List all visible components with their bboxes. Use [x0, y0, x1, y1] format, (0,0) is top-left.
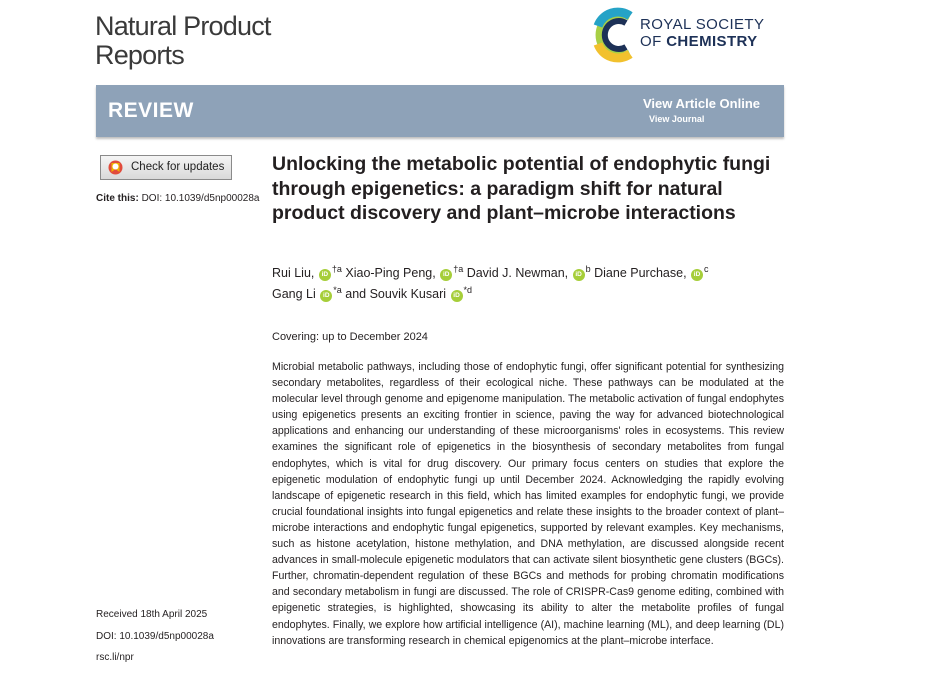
author-name[interactable]: Diane Purchase, — [594, 266, 687, 280]
check-for-updates-label: Check for updates — [131, 161, 225, 173]
orcid-icon[interactable]: iD — [451, 290, 463, 302]
crossmark-icon — [108, 160, 123, 175]
publisher-name-line2 — [640, 33, 764, 50]
publisher-name-line1: ROYAL SOCIETY — [640, 16, 765, 33]
author-affiliation: *a — [333, 285, 342, 295]
author-affiliation: b — [585, 264, 591, 274]
cite-this — [96, 193, 259, 204]
article-title: Unlocking the metabolic potential of endophytic fungi through epigenetics: a paradigm shift for natural product discovery and plant–microbe interactions — [272, 153, 771, 224]
publisher-name-bold: CHEMISTRY — [666, 33, 758, 50]
rsc-logo-icon — [590, 6, 638, 64]
author-name[interactable]: Xiao-Ping Peng, — [345, 266, 436, 280]
publisher-name — [640, 16, 764, 50]
view-article-online-link[interactable]: View Article Online — [642, 96, 760, 111]
publisher-logo — [590, 4, 790, 66]
author-name[interactable]: Rui Liu, — [272, 266, 315, 280]
article-banner — [96, 85, 784, 137]
author-affiliation: c — [704, 264, 709, 274]
author-name[interactable]: David J. Newman, — [466, 266, 569, 280]
received-date: Received 18th April 2025 — [96, 609, 208, 620]
abstract-text: Microbial metabolic pathways, including those of endophytic fungi, offer significant potential for synthesizing secondary metabolites, regardless of their ecological niche. These pathways can be modulated at the molecular level through genome and epigenome manipulation. The metabolic activation of fungal endophytes using epigenetics presents an exciting frontier in science, paving the way for advanced biotechnological applications and enhancing our understanding of these microorganisms' roles in ecosystems. This review examines the significant role of epigenetics in the biosynthesis of secondary metabolites from fungal endophytes, which is vital for drug discovery. Our primary focus centers on studies that explore the epigenetic modulation of endophytic fungi up until December 2024. Acknowledging the rapidly evolving landscape of epigenetic research in this field, which has limited examples for endophytic fungi, we provide crucial foundational insights into fungal epigenetics and relate these insights to the broader context of plant–microbe interactions and endophytic fungal epigenetics, supported by relevant examples. Key mechanisms, such as histone acetylation, histone methylation, and DNA methylation, are discussed alongside recent advances in small-molecule epigenetic modulators that can activate silent biosynthetic gene clusters (BGCs). Further, chromatin-dependent regulation of these BGCs and methods for probing chromatin modifications and secondary metabolism in fungi are discussed. The role of CRISPR-Cas9 genome editing, combined with epigenetic strategies, is highlighted, showcasing its ability to alter the metabolite profiles of fungal endophytes. Finally, we explore how artificial intelligence (AI), machine learning (ML), and deep learning (DL) innovations are transforming research in chemical epigenomics at the plant–microbe interface. — [272, 361, 784, 647]
author-list — [272, 261, 792, 303]
orcid-icon[interactable]: iD — [320, 290, 332, 302]
journal-title-line2: Reports — [95, 40, 184, 70]
orcid-icon[interactable]: iD — [319, 269, 331, 281]
journal-title-line1: Natural Product — [95, 11, 271, 41]
covering-period: Covering: up to December 2024 — [272, 331, 428, 343]
cite-doi[interactable]: DOI: 10.1039/d5np00028a — [141, 193, 260, 204]
journal-title — [95, 12, 271, 70]
publisher-name-prefix: OF — [640, 33, 667, 50]
orcid-icon[interactable]: iD — [440, 269, 452, 281]
orcid-icon[interactable]: iD — [573, 269, 585, 281]
author-affiliation: *d — [463, 285, 473, 295]
author-name[interactable]: and Souvik Kusari — [345, 287, 447, 301]
cite-label: Cite this: — [96, 193, 139, 204]
article-doi[interactable]: DOI: 10.1039/d5np00028a — [96, 631, 214, 642]
author-affiliation: †a — [331, 264, 342, 274]
view-journal-link[interactable]: View Journal — [649, 114, 705, 124]
journal-short-link[interactable]: rsc.li/npr — [96, 652, 134, 663]
author-name[interactable]: Gang Li — [272, 287, 316, 301]
article-type-label: REVIEW — [108, 99, 194, 122]
check-for-updates-button[interactable] — [100, 155, 232, 180]
author-affiliation: †a — [453, 264, 464, 274]
orcid-icon[interactable]: iD — [691, 269, 703, 281]
